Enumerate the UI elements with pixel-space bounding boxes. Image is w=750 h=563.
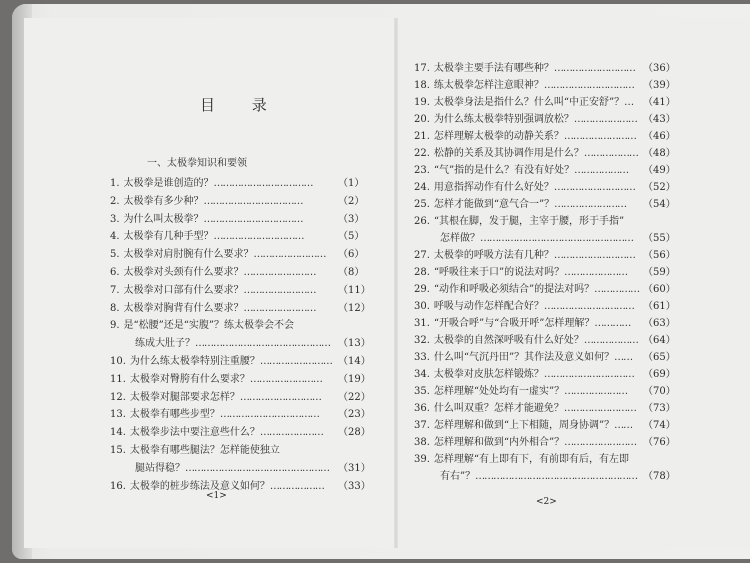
toc-entry-leader: ………………………… [543,80,634,91]
toc-entry-leader: …………………………… [219,409,319,421]
toc-entry-number: 26. [414,216,430,227]
toc-entry [414,436,636,450]
toc-entry [414,368,634,382]
toc-entry-title: 太极拳身法是指什么？什么叫“中正安舒”？ [433,97,625,108]
toc-entry-title: 太极拳是谁创造的？ [123,178,214,189]
toc-entry-title: 怎样理解“处处均有一虚实”？ [433,386,565,397]
toc-entry-leader: ………………………………………… [185,462,329,474]
toc-entry-title: 太极拳有几种手型？ [123,231,214,243]
toc-entry-leader: …………………………… [203,213,303,225]
toc-entry-page: （54） [643,199,676,210]
toc-entry [110,177,313,191]
toc-entry-page: （12） [338,302,371,314]
toc-entry-title: 怎样理解和做到“上下相随，周身协调”？ [433,420,615,431]
toc-entry-number: 22. [414,148,430,159]
toc-entry-title: 腿站得稳？ [135,462,185,474]
toc-entry-title: “其根在脚，发于腿，主宰于腰，形于手指” [433,216,625,227]
toc-entry-leader: …………………… [563,403,636,414]
toc-entry-number: 19. [414,97,430,108]
toc-entry-number: 32. [414,335,430,346]
toc-entry-title: 太极拳对头颈有什么要求？ [123,267,244,278]
right-page-number: <2> [536,497,557,507]
toc-entry-page: （49） [643,165,676,176]
toc-entry [110,319,294,333]
toc-entry-page: （65） [643,352,676,363]
toc-entry-page: （60） [643,284,676,295]
toc-entry-number: 12. [110,391,126,403]
toc-entry [414,402,636,416]
toc-entry-number: 6. [110,267,120,278]
toc-entry [414,283,639,297]
toc-entry-page: （78） [643,471,676,482]
toc-entry-title: 为什么叫太极拳？ [123,213,204,225]
toc-entry-page: （8） [338,267,365,278]
toc-entry-page: （14） [338,356,371,367]
toc-entry-title: 太极拳的桩步练法及意义如何？ [129,480,270,492]
toc-entry-page: （31） [338,462,371,474]
toc-entry-number: 23. [414,165,430,176]
toc-entry-leader: ………………………… [543,301,634,312]
toc-entry-title: 太极拳对臀胯有什么要求？ [129,373,250,385]
toc-entry-leader: ……………… [574,165,629,176]
toc-entry [110,426,323,440]
toc-entry-page: （11） [338,284,371,296]
toc-entry-title: 太极拳有哪些腿法？怎样能使独立 [129,445,280,456]
toc-entry-page: （61） [643,301,676,312]
toc-entry-title: 太极拳对皮肤怎样锻炼？ [433,369,544,380]
toc-entry-title: 有右”？ [440,471,476,482]
toc-entry-number: 39. [414,454,430,465]
toc-entry [110,373,322,387]
toc-entry-page: （22） [338,391,371,403]
toc-entry-number: 2. [110,195,120,207]
toc-entry-number: 14. [110,427,126,439]
toc-entry-title: 松静的关系及其协调作用是什么？ [433,148,584,159]
toc-entry-leader: …………………………… [213,178,313,189]
toc-entry-number: 5. [110,249,120,261]
toc-entry [414,385,627,399]
toc-entry-title: 太极拳对口部有什么要求？ [123,284,244,296]
toc-entry-title: 为什么练太极拳特别强调放松？ [433,114,574,125]
toc-entry-title: “气”指的是什么？有没有好处？ [433,165,575,176]
toc-entry [110,302,316,316]
toc-entry [110,266,316,280]
toc-entry-title: 太极拳主要手法有哪些种？ [433,63,554,74]
toc-entry [110,248,326,262]
toc-entry-leader: ……………………… [553,250,635,261]
toc-entry-title: 怎样理解和做到“内外相合”？ [433,437,565,448]
toc-entry-number: 35. [414,386,430,397]
toc-entry-title: 太极拳的呼吸方法有几种？ [433,250,554,261]
toc-entry-title: 练成大肚子？ [135,338,195,350]
toc-entry [110,391,321,405]
toc-entry [414,62,635,76]
toc-entry-leader: …………………………… [203,195,303,207]
toc-entry-leader: ……………… [583,148,638,159]
toc-entry [414,164,628,178]
toc-entry-number: 13. [110,409,126,421]
toc-entry-number: 37. [414,420,430,431]
toc-entry-number: 38. [414,437,430,448]
toc-entry-leader: …………………… [554,199,627,210]
toc-entry [414,249,635,263]
toc-entry-page: （48） [643,148,676,159]
toc-entry-leader: ……………………………………… [195,338,330,350]
toc-entry-leader: ………………… [564,386,628,397]
toc-entry-number: 30. [414,301,430,312]
toc-entry-number: 7. [110,284,120,296]
toc-entry-number: 1. [110,178,120,189]
toc-entry-number: 17. [414,63,430,74]
toc-entry-leader: …………………… [243,267,316,278]
toc-entry-leader: …………………… [253,249,326,261]
toc-entry-leader: …… [614,352,633,363]
toc-entry-page: （28） [338,427,371,439]
toc-entry-title: 太极拳的自然深呼吸有什么好处？ [433,335,584,346]
toc-entry-page: （33） [338,480,371,492]
toc-entry-number: 27. [414,250,430,261]
toc-entry-page: （36） [643,63,676,74]
toc-entry-title: 什么叫“气沉丹田”？其作法及意义如何？ [433,352,615,363]
page-gutter [394,18,398,548]
toc-entry [110,355,332,369]
toc-entry [110,213,303,227]
toc-entry-title: “开吸合呼”与“合吸开呼”怎样理解？ [433,318,595,329]
toc-entry-leader: …………………… [243,284,316,296]
toc-entry-number: 31. [414,318,430,329]
toc-entry-leader: ………………… [259,427,323,439]
section-title: 一、太极拳知识和要领 [147,158,247,169]
toc-entry-leader: ………………… [564,267,628,278]
toc-entry-page: （52） [643,182,676,193]
toc-entry [414,419,632,433]
toc-entry-leader: … [624,97,634,108]
toc-entry-title: 是“松腰”还是“实腹”？练太极拳会不会 [123,320,294,332]
toc-entry-title: 什么叫双重？怎样才能避免？ [433,403,564,414]
toc-entry [110,408,319,422]
toc-entry-title: 太极拳对腿部要求怎样？ [129,391,240,403]
toc-entry-number: 4. [110,231,120,243]
toc-entry-number: 28. [414,267,430,278]
toc-entry-leader: …… [614,420,633,431]
toc-entry [414,334,638,348]
toc-entry-leader: ……………………… [239,391,321,403]
toc-entry-title: 太极拳对肩肘腕有什么要求？ [123,249,254,261]
toc-entry [436,232,633,246]
toc-entry-number: 24. [414,182,430,193]
toc-entry-number: 33. [414,352,430,363]
toc-entry-page: （64） [643,335,676,346]
toc-entry-leader: …………… [594,284,640,295]
toc-entry [131,462,329,476]
toc-entry-leader: ………………………… [213,231,304,243]
toc-entry [414,96,633,110]
toc-entry-number: 8. [110,302,120,314]
toc-entry-page: （63） [643,318,676,329]
toc-entry [436,470,637,484]
toc-entry-page: （2） [338,195,365,207]
toc-entry-leader: ……………… [583,335,638,346]
toc-entry [110,444,280,458]
toc-entry-title: 怎样做？ [440,233,480,244]
toc-entry-number: 11. [110,373,126,385]
toc-entry-page: （74） [643,420,676,431]
toc-entry-title: 怎样才能做到“意气合一”？ [433,199,555,210]
toc-entry-title: 太极拳步法中要注意些什么？ [129,427,260,439]
toc-entry-number: 20. [414,114,430,125]
toc-entry [131,337,330,351]
toc-entry-title: 太极拳有哪些步型？ [129,409,220,421]
toc-entry-page: （19） [338,373,371,385]
toc-entry-page: （23） [338,409,371,421]
toc-entry [414,300,634,314]
toc-entry-leader: …………………… [249,373,322,385]
toc-entry [414,351,632,365]
toc-entry-title: 太极拳对胸背有什么要求？ [123,302,244,314]
toc-entry-number: 21. [414,131,430,142]
toc-entry-number: 10. [110,356,126,367]
toc-entry-page: （39） [643,80,676,91]
toc-entry [414,453,629,467]
toc-entry-page: （43） [643,114,676,125]
toc-entry-title: 怎样理解“有上即有下，有前即有后，有左即 [433,454,630,465]
toc-entry [414,215,624,229]
toc-entry-page: （55） [643,233,676,244]
toc-entry [414,266,627,280]
toc-entry-page: （70） [643,386,676,397]
toc-entry-title: 呼吸与动作怎样配合好？ [433,301,544,312]
toc-entry-leader: …………………… [563,131,636,142]
toc-entry-page: （69） [643,369,676,380]
toc-entry-leader: ……………………… [553,63,635,74]
toc-entry-title: “呼吸往来于口”的说法对吗？ [433,267,565,278]
toc-entry [414,147,638,161]
toc-entry [414,113,637,127]
toc-entry [110,284,316,298]
toc-entry-page: （13） [338,338,371,350]
left-page-number: <1> [206,491,227,501]
toc-entry-number: 25. [414,199,430,210]
toc-entry-title: 用意指挥动作有什么好处？ [433,182,554,193]
toc-entry-page: （46） [643,131,676,142]
toc-entry-number: 36. [414,403,430,414]
toc-entry [414,181,635,195]
toc-entry-page: （76） [643,437,676,448]
toc-entry-page: （73） [643,403,676,414]
toc-entry-leader: …………………… [243,302,316,314]
toc-entry [414,198,626,212]
toc-entry-page: （59） [643,267,676,278]
toc-entry-leader: ……………………… [553,182,635,193]
toc-entry-page: （1） [338,178,365,189]
toc-entry-leader: ……………… [269,480,324,492]
toc-entry-title: 太极拳有多少种？ [123,195,204,207]
toc-entry-page: （3） [338,213,365,225]
toc-entry-title: 为什么练太极拳特别注重腰？ [129,356,260,367]
toc-entry-leader: …………………… [564,437,637,448]
toc-entry-number: 9. [110,320,120,332]
toc-entry-page: （6） [338,249,365,261]
toc-entry-leader: …………………………………………… [480,233,633,244]
toc-entry-number: 29. [414,284,430,295]
toc-entry-leader: ………… [594,318,631,329]
toc-entry-leader: ………………………… [543,369,634,380]
toc-entry [110,195,303,209]
toc-entry-leader: ……………………………………………… [475,471,638,482]
toc-entry-page: （5） [338,231,365,243]
toc-entry-number: 34. [414,369,430,380]
toc-entry [110,230,304,244]
toc-entry-number: 18. [414,80,430,91]
toc-entry-number: 15. [110,445,126,456]
toc-entry-number: 16. [110,480,126,492]
toc-entry-title: “动作和呼吸必须结合”的提法对吗？ [433,284,595,295]
toc-entry [414,79,634,93]
toc-entry-page: （56） [643,250,676,261]
toc-entry [414,317,630,331]
toc-entry-leader: ………………… [573,114,637,125]
page-title: 目 录 [200,96,283,114]
toc-entry-number: 3. [110,213,120,225]
toc-entry-leader: …………………… [259,356,332,367]
toc-entry [414,130,636,144]
toc-entry-title: 怎样理解太极拳的动静关系？ [433,131,564,142]
toc-entry-page: （41） [643,97,676,108]
toc-entry-title: 练太极拳怎样注意眼神？ [433,80,544,91]
